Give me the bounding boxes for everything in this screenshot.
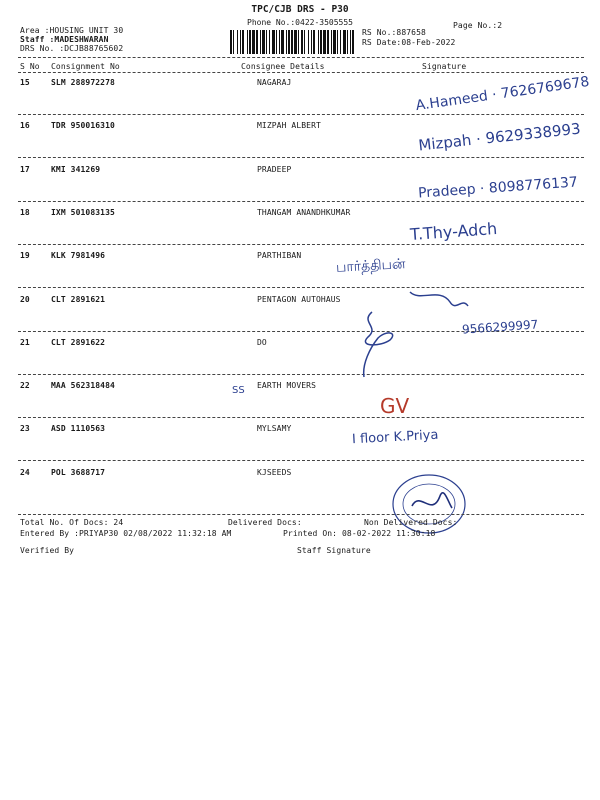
signature-row-17: Pradeep · 8098776137 <box>417 174 579 202</box>
row-divider <box>18 417 584 418</box>
row-sno: 18 <box>20 208 30 217</box>
row-consignment-no: CLT 2891621 <box>51 295 106 304</box>
barcode-bar <box>298 30 299 54</box>
row-consignment-no: KLK 7981496 <box>51 251 106 260</box>
non-delivered-docs: Non Delivered Docs: <box>364 518 458 527</box>
printed-on: Printed On: 08-02-2022 11:30:18 <box>283 529 436 538</box>
row-consignee: PRADEEP <box>257 165 292 174</box>
barcode-bar <box>327 30 329 54</box>
row-sno: 15 <box>20 78 30 87</box>
barcode-bar <box>252 30 255 54</box>
rs-number: RS No.:887658 <box>362 28 426 37</box>
row-consignee: MIZPAH ALBERT <box>257 121 321 130</box>
signature-row-22: GV <box>380 394 410 418</box>
signature-row-20: 9566299997 <box>461 317 539 337</box>
barcode-bar <box>337 30 338 54</box>
total-docs: Total No. Of Docs: 24 <box>20 518 124 527</box>
barcode-bar <box>256 30 258 54</box>
barcode-bar <box>304 30 305 54</box>
row-consignment-no: MAA 562318484 <box>51 381 115 390</box>
row-divider <box>18 157 584 158</box>
barcode-bar <box>313 30 315 54</box>
barcode-bar <box>301 30 303 54</box>
row-consignment-no: TDR 950016310 <box>51 121 115 130</box>
staff-signature: Staff Signature <box>297 546 371 555</box>
col-consignee: Consignee Details <box>241 62 325 71</box>
row-sno: 22 <box>20 381 30 390</box>
barcode-bar <box>323 30 326 54</box>
divider <box>18 514 584 515</box>
area-field: Area :HOUSING UNIT 30 <box>20 26 124 35</box>
entered-by: Entered By :PRIYAP30 02/08/2022 11:32:18 AM <box>20 529 232 538</box>
rs-date: RS Date:08-Feb-2022 <box>362 38 456 47</box>
barcode-bar <box>286 30 287 54</box>
handwritten-annotation: SS <box>232 385 245 396</box>
barcode-bar <box>269 30 270 54</box>
barcode-bar <box>333 30 336 54</box>
barcode-bar <box>230 30 232 54</box>
barcode-bar <box>347 30 348 54</box>
divider <box>18 72 584 73</box>
drs-number: DRS No. :DCJB88765602 <box>20 44 124 53</box>
row-divider <box>18 244 584 245</box>
row-consignee: MYLSAMY <box>257 424 292 433</box>
row-sno: 16 <box>20 121 30 130</box>
barcode-bar <box>318 30 319 54</box>
row-consignment-no: ASD 1110563 <box>51 424 106 433</box>
barcode-bar <box>350 30 351 54</box>
barcode-bar <box>343 30 346 54</box>
row-divider <box>18 114 584 115</box>
row-consignment-no: SLM 288972278 <box>51 78 115 87</box>
signature-row-18: T.Thy-Adch <box>409 218 498 245</box>
row-consignment-no: POL 3688717 <box>51 468 106 477</box>
divider <box>18 57 584 58</box>
verified-by: Verified By <box>20 546 75 555</box>
signature-row-16: Mizpah · 9629338993 <box>417 119 582 155</box>
barcode-bar <box>242 30 244 54</box>
row-consignee: EARTH MOVERS <box>257 381 316 390</box>
sheet-title: TPC/CJB DRS - P30 <box>251 4 349 15</box>
row-consignment-no: IXM 501083135 <box>51 208 115 217</box>
barcode-bar <box>276 30 277 54</box>
barcode-bar <box>340 30 341 54</box>
signature-row-15: A.Hameed · 7626769678 <box>414 73 591 115</box>
row-sno: 20 <box>20 295 30 304</box>
barcode-bar <box>288 30 290 54</box>
signature-row-23: I floor K.Priya <box>351 427 439 448</box>
row-consignee: THANGAM ANANDHKUMAR <box>257 208 351 217</box>
row-consignee: NAGARAJ <box>257 78 292 87</box>
barcode-bar <box>291 30 293 54</box>
row-sno: 21 <box>20 338 30 347</box>
barcode-bar <box>308 30 309 54</box>
page-number: Page No.:2 <box>453 21 503 30</box>
row-consignee: KJSEEDS <box>257 468 292 477</box>
row-divider <box>18 460 584 461</box>
barcode-bar <box>260 30 261 54</box>
barcode <box>230 30 354 54</box>
row-consignment-no: KMI 341269 <box>51 165 101 174</box>
barcode-bar <box>262 30 265 54</box>
barcode-bar <box>272 30 275 54</box>
barcode-bar <box>237 30 238 54</box>
row-divider <box>18 374 584 375</box>
barcode-bar <box>266 30 267 54</box>
delivered-docs: Delivered Docs: <box>228 518 302 527</box>
staff-field: Staff :MADESHWARAN <box>20 35 109 44</box>
row-divider <box>18 201 584 202</box>
barcode-bar <box>320 30 322 54</box>
barcode-bar <box>279 30 280 54</box>
barcode-bar <box>331 30 332 54</box>
row-consignee: DO <box>257 338 267 347</box>
barcode-bar <box>294 30 297 54</box>
barcode-bar <box>233 30 234 54</box>
row-consignee: PENTAGON AUTOHAUS <box>257 295 341 304</box>
phone-number: Phone No.:0422-3505555 <box>247 18 353 27</box>
col-signature: Signature <box>422 62 467 71</box>
barcode-bar <box>352 30 354 54</box>
col-consignment: Consignment No <box>51 62 120 71</box>
col-sno: S No <box>20 62 40 71</box>
row-consignment-no: CLT 2891622 <box>51 338 106 347</box>
barcode-bar <box>240 30 241 54</box>
row-sno: 19 <box>20 251 30 260</box>
barcode-bar <box>249 30 251 54</box>
row-sno: 23 <box>20 424 30 433</box>
row-divider <box>18 287 584 288</box>
row-sno: 24 <box>20 468 30 477</box>
signature-row-19: பார்த்திபன் <box>335 256 406 276</box>
signature-scribble-row-20-21 <box>350 282 480 382</box>
barcode-bar <box>281 30 284 54</box>
row-sno: 17 <box>20 165 30 174</box>
row-consignee: PARTHIBAN <box>257 251 302 260</box>
barcode-bar <box>247 30 248 54</box>
barcode-bar <box>311 30 312 54</box>
